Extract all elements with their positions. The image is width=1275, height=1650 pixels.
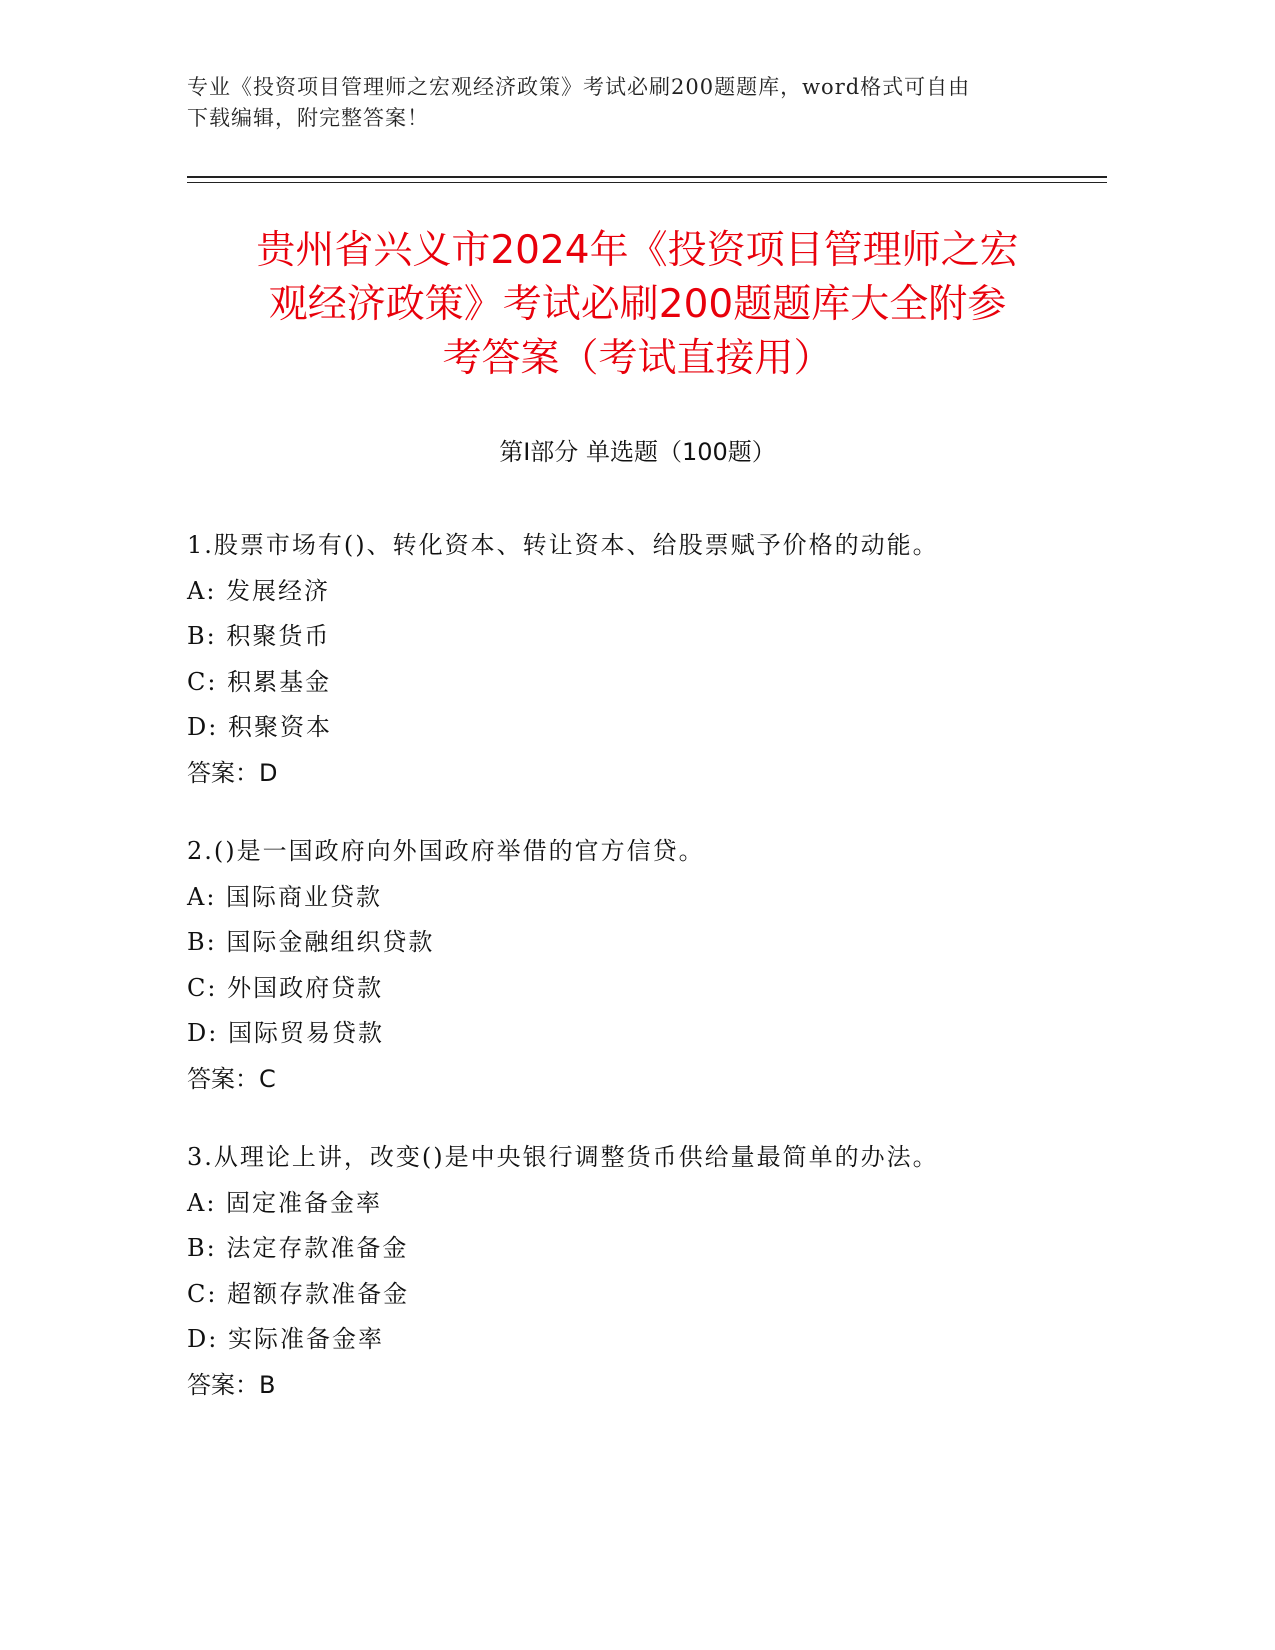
option-c: C: 超额存款准备金 [187,1279,410,1308]
option-d: D: 积聚资本 [187,713,332,741]
question-stem: 2.()是一国政府向外国政府举借的官方信贷。 [187,837,705,865]
option-c: C: 积累基金 [187,667,332,696]
answer-line: 答案：D [187,758,278,787]
document-title-line1: 贵州省兴义市2024年《投资项目管理师之宏 [256,228,1019,273]
document-title [150,224,1125,386]
answer-line: 答案：C [187,1064,276,1093]
option-b: B: 国际金融组织贷款 [187,928,435,956]
header-note [187,72,1067,134]
option-d: D: 国际贸易贷款 [187,1019,384,1047]
answer-line: 答案：B [187,1370,276,1399]
question-list [187,523,1137,1441]
question-1 [187,523,1137,796]
header-note-line1: 专业《投资项目管理师之宏观经济政策》考试必刷200题题库，word格式可自由 [187,75,971,99]
option-c: C: 外国政府贷款 [187,973,384,1002]
header-note-line2: 下载编辑，附完整答案！ [187,106,429,130]
question-3 [187,1135,1137,1408]
option-b: B: 法定存款准备金 [187,1234,409,1262]
question-stem: 1.股票市场有()、转化资本、转让资本、给股票赋予价格的动能。 [187,531,939,559]
document-title-line3: 考答案（考试直接用） [442,336,833,381]
option-a: A: 国际商业贷款 [187,882,383,911]
section-title: 第Ⅰ部分 单选题（100题） [499,438,776,466]
option-a: A: 固定准备金率 [187,1188,383,1217]
document-title-line2: 观经济政策》考试必刷200题题库大全附参 [268,282,1007,327]
question-stem: 3.从理论上讲，改变()是中央银行调整货币供给量最简单的办法。 [187,1143,939,1171]
option-b: B: 积聚货币 [187,622,331,650]
header-divider-thin [187,182,1107,183]
question-2 [187,829,1137,1102]
option-d: D: 实际准备金率 [187,1325,384,1353]
header-divider-thick [187,176,1107,178]
option-a: A: 发展经济 [187,576,331,605]
